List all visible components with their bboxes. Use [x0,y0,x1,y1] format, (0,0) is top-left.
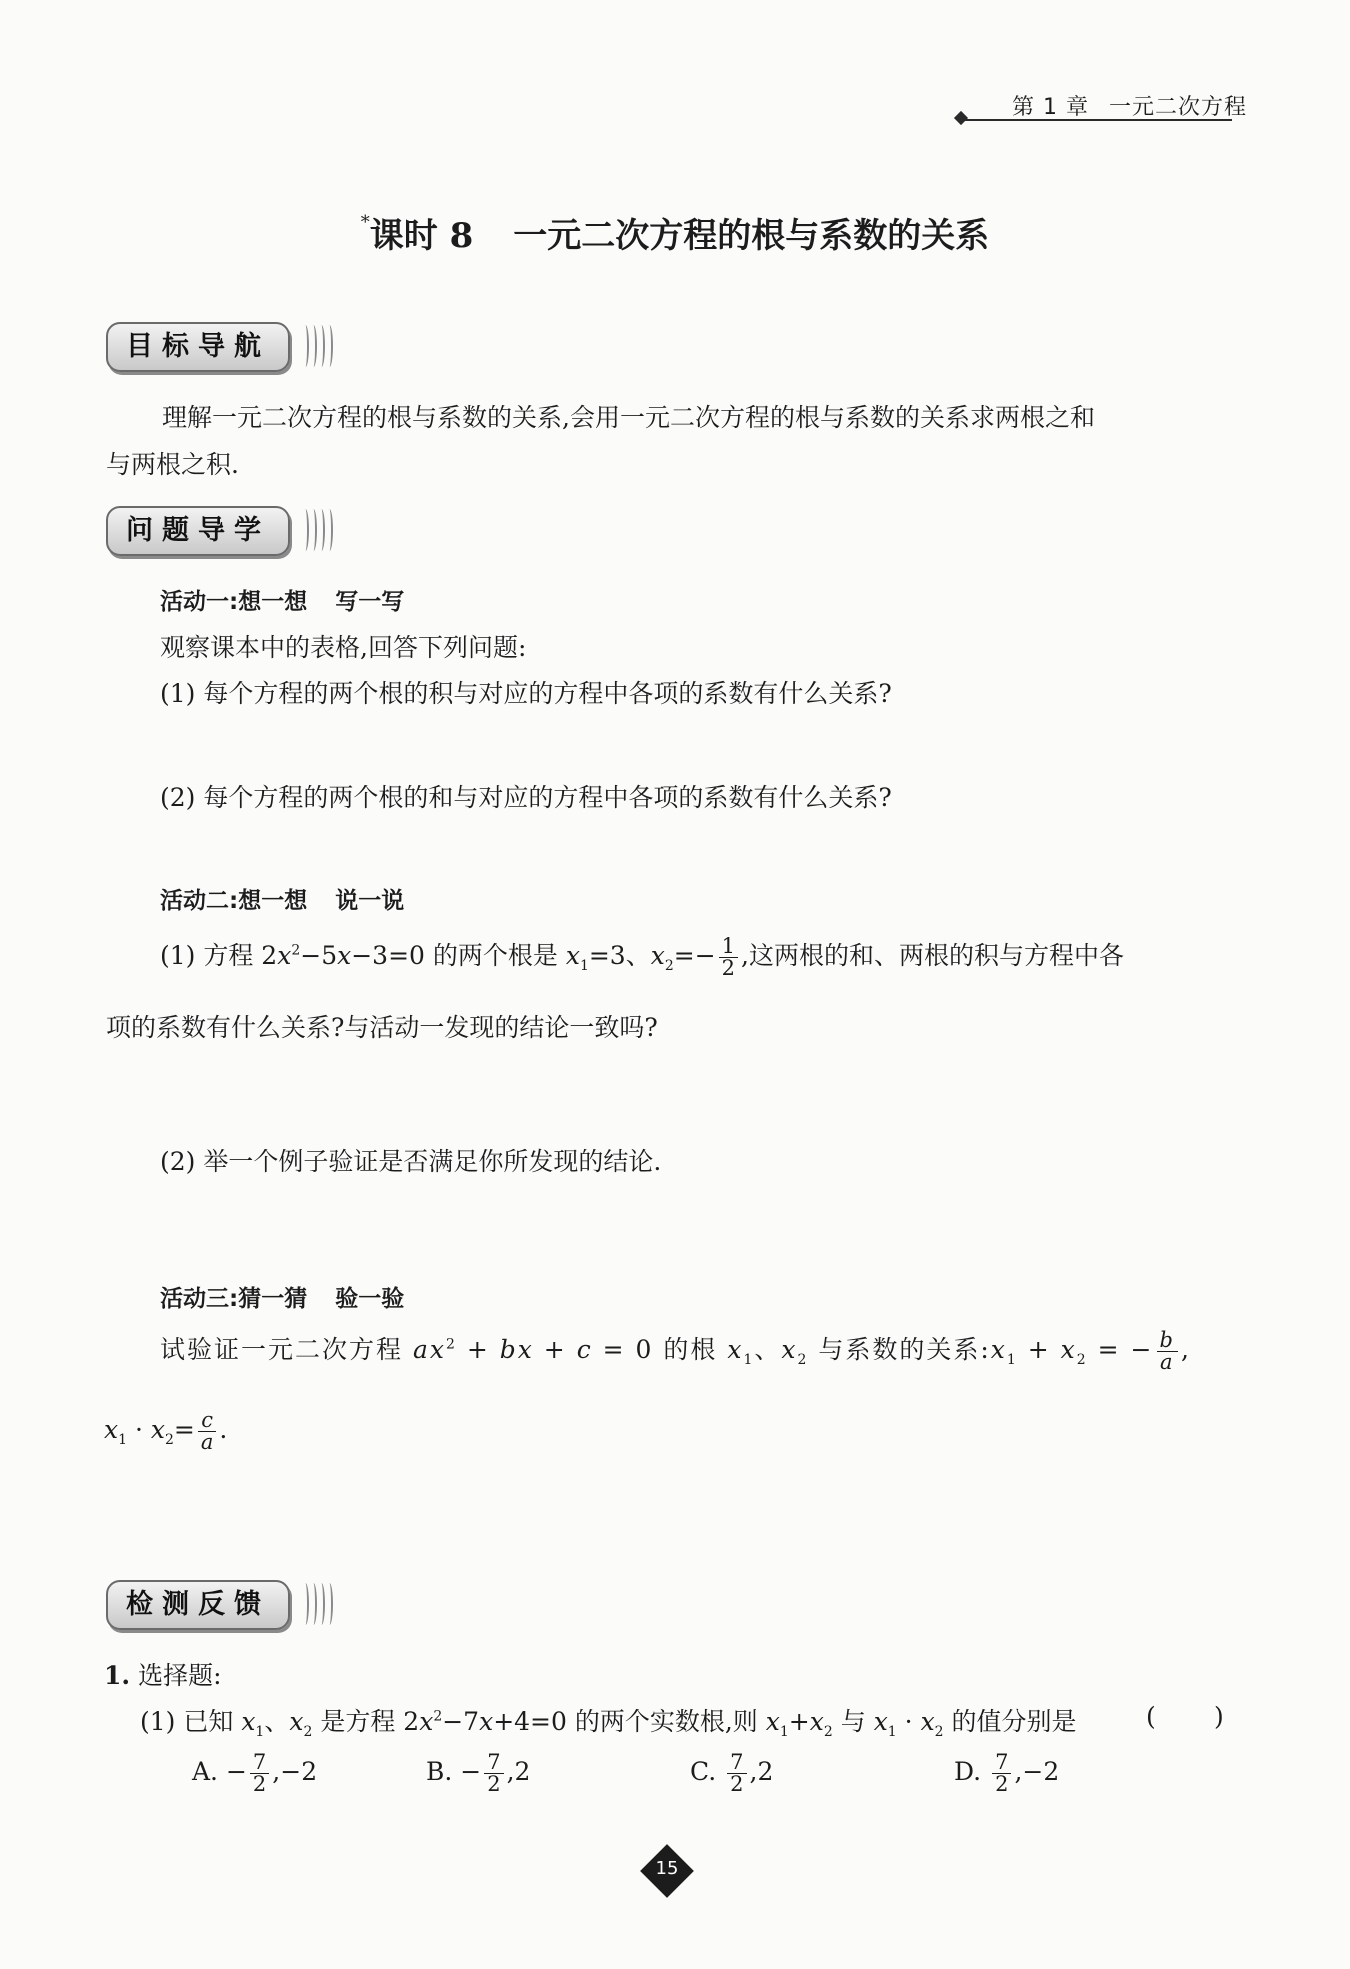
subscript: 1 [743,1352,755,1368]
numerator: c [198,1410,217,1432]
header-diamond-icon [954,111,968,125]
section-guide [106,506,336,556]
activity3-line2 [104,1410,227,1453]
activity2-title-a: 活动二:想一想 [160,888,308,914]
subscript: 1 [255,1724,265,1740]
option-rest: ,2 [749,1757,774,1786]
fraction [727,1752,746,1795]
text: =3、 [588,941,651,970]
option-sign: − [225,1757,247,1786]
math-var: x [765,1707,780,1736]
answer-paren-open: ( [1146,1702,1156,1731]
math-var: x [419,1707,434,1736]
math-var: bx [499,1335,534,1364]
denominator: 2 [487,1772,501,1796]
text: 的值分别是 [943,1707,1077,1736]
math-var: x [479,1707,494,1736]
denominator: 2 [721,956,736,980]
section-feedback-label: 检测反馈 [106,1580,290,1630]
goal-text-line1: 理解一元二次方程的根与系数的关系,会用一元二次方程的根与系数的关系求两根之和 [162,403,1095,432]
answer-paren-close: ) [1214,1702,1224,1731]
text: 与系数的关系: [808,1335,991,1364]
fraction [484,1752,503,1795]
activity2-title-b: 说一说 [335,888,405,914]
fraction [719,936,738,979]
math-var: x [1060,1335,1077,1364]
text: · [127,1415,151,1444]
lesson-number: 课时 8 [369,216,474,256]
section-stripes-icon [302,325,338,367]
text: +4=0 的两个实数根,则 [493,1707,766,1736]
text: = − [1087,1335,1154,1364]
goal-text-line2: 与两根之积. [106,450,239,479]
subscript: 1 [1006,1352,1018,1368]
lesson-title-text: 一元二次方程的根与系数的关系 [513,216,990,256]
activity1-q2: (2) 每个方程的两个根的和与对应的方程中各项的系数有什么关系? [160,783,892,812]
fraction [992,1752,1011,1795]
text: −3=0 的两个根是 [351,941,566,970]
math-var: x [277,941,292,970]
denominator: 2 [252,1772,267,1796]
math-var: ax [412,1335,446,1364]
math-var: x [650,941,665,970]
option-rest: ,−2 [272,1757,318,1786]
activity2-q1-line2: 项的系数有什么关系?与活动一发现的结论一致吗? [106,1013,658,1042]
math-var: x [873,1707,888,1736]
subscript: 2 [823,1724,833,1740]
math-var: x [289,1707,304,1736]
lesson-title [0,208,1350,257]
text: (1) 已知 [140,1707,242,1736]
page-number: 15 [655,1858,679,1879]
math-var: x [104,1415,119,1444]
text: 试验证一元二次方程 [160,1335,413,1364]
activity1-title-a: 活动一:想一想 [160,589,308,615]
exponent: 2 [433,1708,443,1725]
math-var: c [576,1335,593,1364]
activity1-title-b: 写一写 [335,589,405,615]
option-c[interactable] [690,1752,773,1795]
text: −7 [442,1707,480,1736]
option-sign: − [460,1757,482,1786]
math-var: x [241,1707,256,1736]
text: 与 [832,1707,874,1736]
subscript: 2 [164,1432,174,1448]
text: . [219,1415,228,1444]
option-a[interactable] [192,1752,317,1795]
math-var: x [337,941,352,970]
option-d[interactable] [954,1752,1059,1795]
activity1-intro: 观察课本中的表格,回答下列问题: [160,633,527,662]
fraction [198,1410,217,1453]
activity1-q1: (1) 每个方程的两个根的积与对应的方程中各项的系数有什么关系? [160,679,892,708]
option-rest: ,2 [506,1757,531,1786]
text: + [456,1335,500,1364]
subscript: 2 [797,1352,809,1368]
denominator: a [1159,1350,1175,1374]
math-var: x [565,941,580,970]
numerator: 7 [727,1752,746,1774]
subscript: 1 [887,1724,897,1740]
activity2-title [160,882,404,915]
text: = 0 的根 [592,1335,728,1364]
chapter-title: 一元二次方程 [1108,95,1247,120]
subscript: 2 [1076,1352,1088,1368]
math-var: x [781,1335,798,1364]
text: −5 [300,941,338,970]
text: + [533,1335,577,1364]
text: + [1017,1335,1061,1364]
denominator: 2 [995,1772,1009,1796]
activity3-line1 [160,1330,1191,1373]
text: + [788,1707,810,1736]
option-letter: D. [954,1757,982,1786]
math-var: x [809,1707,824,1736]
section-goal [106,322,336,372]
subscript: 1 [579,958,589,974]
chapter-label: 第 1 章 [1012,95,1089,120]
fraction [250,1752,269,1795]
subscript: 1 [779,1724,789,1740]
section-stripes-icon [302,509,338,551]
section-goal-label: 目标导航 [106,322,290,372]
activity1-title [160,583,404,616]
optional-star: * [360,212,370,233]
activity3-title-b: 验一验 [335,1286,405,1312]
numerator: b [1157,1330,1178,1352]
activity3-title [160,1280,404,1313]
option-b[interactable] [426,1752,530,1795]
header-rule [964,119,1232,121]
numerator: 7 [250,1752,269,1774]
denominator: 2 [730,1772,744,1796]
text: 、 [754,1335,782,1364]
text: (1) 方程 2 [160,941,278,970]
math-var: x [727,1335,744,1364]
exercise-q1 [140,1702,1077,1740]
numerator: 1 [719,936,738,958]
subscript: 1 [118,1432,128,1448]
option-rest: ,−2 [1014,1757,1060,1786]
exercise-number: 1. [104,1661,131,1690]
text: ,这两根的和、两根的积与方程中各 [741,941,1124,970]
numerator: 7 [992,1752,1011,1774]
denominator: a [200,1430,214,1454]
numerator: 7 [484,1752,503,1774]
activity2-q1-line1 [160,936,1124,979]
math-var: x [990,1335,1007,1364]
exponent: 2 [445,1336,457,1353]
subscript: 2 [303,1724,313,1740]
text: · [896,1707,921,1736]
exercise-label: 选择题: [138,1661,222,1690]
option-letter: C. [690,1757,717,1786]
math-var: x [150,1415,165,1444]
text: 是方程 2 [312,1707,420,1736]
exercise-heading [104,1656,222,1692]
section-guide-label: 问题导学 [106,506,290,556]
math-var: x [920,1707,935,1736]
activity3-title-a: 活动三:猜一猜 [160,1286,308,1312]
text: = [173,1415,195,1444]
section-stripes-icon [302,1583,338,1625]
exponent: 2 [291,942,301,959]
option-letter: A. [192,1757,219,1786]
text: 、 [264,1707,290,1736]
running-header [1012,90,1247,121]
subscript: 2 [934,1724,944,1740]
option-letter: B. [426,1757,453,1786]
text: , [1180,1335,1191,1364]
fraction [1157,1330,1178,1373]
section-feedback [106,1580,336,1630]
subscript: 2 [664,958,674,974]
text: =− [673,941,716,970]
activity2-q2: (2) 举一个例子验证是否满足你所发现的结论. [160,1147,662,1176]
